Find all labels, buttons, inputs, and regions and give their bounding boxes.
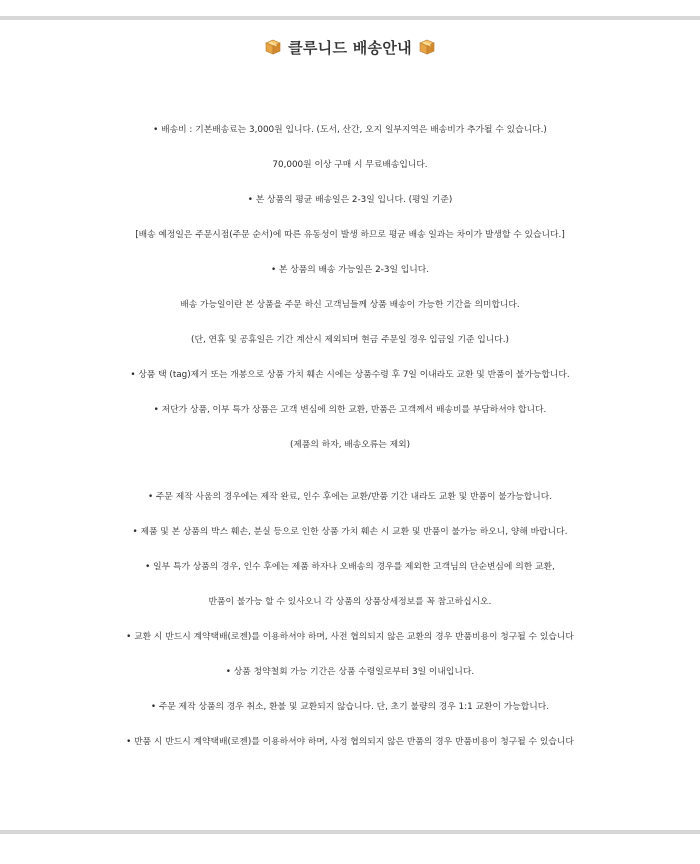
notice-line: • 반품 시 반드시 계약택배(로젠)를 이용하셔야 하며, 사정 협의되지 않은 반품의 경우 반품비용이 청구될 수 있습니다 xyxy=(126,737,574,747)
bottom-divider xyxy=(0,830,700,834)
notice-line: • 교환 시 반드시 계약택배(로젠)를 이용하셔야 하며, 사전 협의되지 않은 교환의 경우 반품비용이 청구될 수 있습니다 xyxy=(126,632,574,642)
notice-line: [배송 예정일은 주문시점(주문 순서)에 따른 유동성이 발생 하므로 평균 배송 일과는 차이가 발생할 수 있습니다.] xyxy=(135,230,565,240)
notice-line: • 배송비 : 기본배송료는 3,000원 입니다. (도서, 산간, 오지 일부지역은 배송비가 추가될 수 있습니다.) xyxy=(153,125,547,135)
top-divider xyxy=(0,16,700,20)
package-box-icon xyxy=(418,38,436,56)
notice-line: • 저단가 상품, 이부 특가 상품은 고객 변심에 의한 교환, 반품은 고객께서 배송비를 부담하셔야 합니다. xyxy=(153,405,547,415)
page-title-row xyxy=(0,34,700,60)
notice-line: (제품의 하자, 배송오류는 제외) xyxy=(289,440,411,450)
notice-line: • 본 상품의 평균 배송일은 2-3일 입니다. (평일 기준) xyxy=(247,195,453,205)
notice-line: • 제품 및 본 상품의 박스 훼손, 분실 등으로 인한 상품 가치 훼손 시 교환 및 반품이 불가능 하오니, 양해 바랍니다. xyxy=(132,527,568,537)
notice-line: 배송 가능일이란 본 상품을 주문 하신 고객님들께 상품 배송이 가능한 기간을 의미합니다. xyxy=(180,300,520,310)
notice-line: • 본 상품의 배송 가능일은 2-3일 입니다. xyxy=(270,265,430,275)
notice-line: • 상품 청약철회 가능 기간은 상품 수령일로부터 3일 이내입니다. xyxy=(225,667,475,677)
notice-line: • 일부 특가 상품의 경우, 인수 후에는 제품 하자나 오배송의 경우를 제외한 고객님의 단순변심에 의한 교환, xyxy=(145,562,555,572)
notice-line: 반품이 불가능 할 수 있사오니 각 상품의 상품상세정보를 꼭 참고하십시오. xyxy=(208,597,492,607)
notice-line: • 주문 제작 사움의 경우에는 제작 완료, 인수 후에는 교환/반품 기간 내라도 교환 및 반품이 불가능합니다. xyxy=(147,492,553,502)
notice-line: 70,000원 이상 구매 시 무료배송입니다. xyxy=(272,160,428,170)
notice-line: (단, 연휴 및 공휴일은 기간 계산시 제외되며 현금 주문일 경우 입금일 기준 입니다.) xyxy=(191,335,509,345)
package-box-icon xyxy=(264,38,282,56)
page-title: 클루니드 배송안내 xyxy=(288,38,412,57)
notice-line: • 주문 제작 상품의 경우 취소, 환불 및 교환되지 않습니다. 단, 초기 불량의 경우 1:1 교환이 가능합니다. xyxy=(150,702,550,712)
notice-line: • 상품 택 (tag)제거 또는 개봉으로 상품 가치 훼손 시에는 상품수령 후 7일 이내라도 교환 및 반품이 불가능합니다. xyxy=(130,370,570,380)
